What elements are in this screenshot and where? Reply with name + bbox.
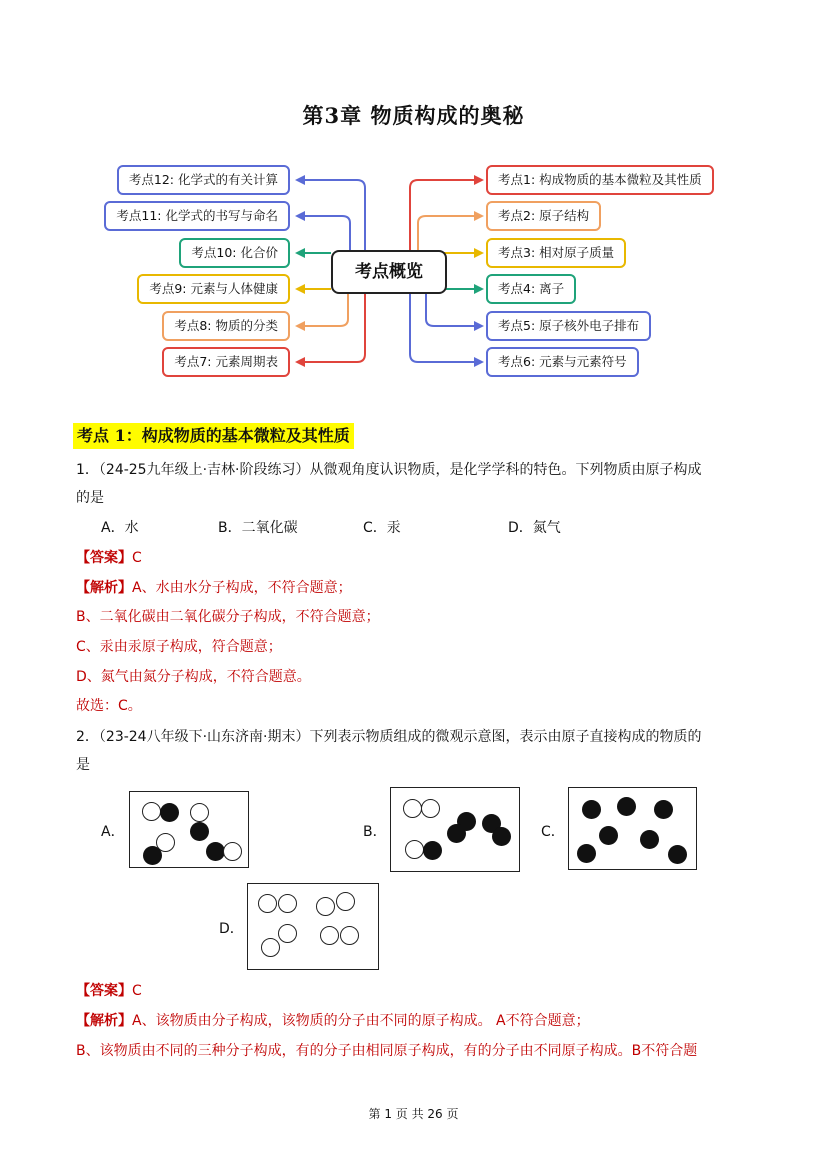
q2-analysis-b: B、该物质由不同的三种分子构成，有的分子由相同原子构成，有的分子由不同原子构成。B不符合题 [76, 1043, 698, 1059]
q1-analysis-d: D、氮气由氮分子构成，不符合题意。 [76, 669, 311, 685]
atom-white [223, 842, 242, 861]
atom-black [668, 845, 687, 864]
q2-option-b-diagram [390, 787, 520, 872]
mindmap-node-9: 考点9: 元素与人体健康 [137, 274, 290, 304]
mindmap-center: 考点概览 [331, 250, 447, 294]
atom-black [160, 803, 179, 822]
mindmap-node-4: 考点4: 离子 [486, 274, 576, 304]
atom-white [403, 799, 422, 818]
q1-answer-label: 【答案】 [76, 550, 132, 566]
atom-white [340, 926, 359, 945]
atom-white [316, 897, 335, 916]
atom-black [190, 822, 209, 841]
q2-stem-line2: 是 [76, 757, 90, 773]
atom-black [492, 827, 511, 846]
q1-stem-line1: 1．（24-25九年级上·吉林·阶段练习）从微观角度认识物质，是化学学科的特色。下列物质由原子构成 [76, 462, 702, 478]
atom-black [423, 841, 442, 860]
q1-analysis-b: B、二氧化碳由二氧化碳分子构成，不符合题意； [76, 609, 380, 625]
atom-black [577, 844, 596, 863]
q1-stem-line2: 的是 [76, 490, 104, 506]
q2-option-a-label: A． [101, 824, 125, 840]
mindmap-node-6: 考点6: 元素与元素符号 [486, 347, 639, 377]
q2-option-b-label: B． [363, 824, 387, 840]
q1-analysis-line1 [76, 578, 352, 598]
q2-option-c-diagram [568, 787, 697, 870]
atom-black [617, 797, 636, 816]
mindmap [0, 155, 827, 385]
q2-answer [76, 981, 142, 1001]
q1-answer-value: C [132, 550, 142, 566]
q2-option-c-label: C． [541, 824, 565, 840]
q2-option-a-diagram [129, 791, 249, 868]
q1-option-c: C．汞 [363, 520, 401, 536]
q2-analysis-line1 [76, 1011, 590, 1031]
mindmap-node-1: 考点1: 构成物质的基本微粒及其性质 [486, 165, 714, 195]
atom-white [421, 799, 440, 818]
q1-analysis-label: 【解析】 [76, 580, 132, 596]
atom-white [336, 892, 355, 911]
q1-option-d: D．氮气 [508, 520, 561, 536]
mindmap-node-12: 考点12: 化学式的有关计算 [117, 165, 290, 195]
mindmap-node-8: 考点8: 物质的分类 [162, 311, 290, 341]
q2-answer-value: C [132, 983, 142, 999]
atom-black [582, 800, 601, 819]
atom-white [320, 926, 339, 945]
atom-white [258, 894, 277, 913]
atom-black [599, 826, 618, 845]
mindmap-node-7: 考点7: 元素周期表 [162, 347, 290, 377]
q2-analysis-label: 【解析】 [76, 1013, 132, 1029]
q2-stem-line1: 2．（23-24八年级下·山东济南·期末）下列表示物质组成的微观示意图，表示由原子直接构成的物质的 [76, 729, 702, 745]
page-footer: 第 1 页 共 26 页 [368, 1107, 459, 1121]
q2-option-d-diagram [247, 883, 379, 970]
atom-black [640, 830, 659, 849]
atom-white [278, 894, 297, 913]
atom-black [447, 824, 466, 843]
q1-analysis-a: A、水由水分子构成，不符合题意； [132, 580, 352, 596]
atom-black [143, 846, 162, 865]
mindmap-node-11: 考点11: 化学式的书写与命名 [104, 201, 290, 231]
mindmap-node-5: 考点5: 原子核外电子排布 [486, 311, 651, 341]
atom-white [278, 924, 297, 943]
q1-option-a: A．水 [101, 520, 139, 536]
q1-analysis-c: C、汞由汞原子构成，符合题意； [76, 639, 282, 655]
mindmap-node-2: 考点2: 原子结构 [486, 201, 601, 231]
q2-analysis-a: A、该物质由分子构成，该物质的分子由不同的原子构成。 A不符合题意； [132, 1013, 590, 1029]
atom-white [261, 938, 280, 957]
atom-white [142, 802, 161, 821]
q1-option-b: B．二氧化碳 [218, 520, 298, 536]
q1-answer [76, 548, 142, 568]
atom-white [190, 803, 209, 822]
q2-option-d-label: D． [219, 921, 244, 937]
page-title: 第3章 物质构成的奥秘 [302, 103, 525, 128]
section-heading: 考点 1：构成物质的基本微粒及其性质 [73, 423, 354, 449]
q1-conclusion: 故选：C。 [76, 698, 142, 714]
atom-white [405, 840, 424, 859]
mindmap-node-10: 考点10: 化合价 [179, 238, 290, 268]
mindmap-node-3: 考点3: 相对原子质量 [486, 238, 626, 268]
q2-answer-label: 【答案】 [76, 983, 132, 999]
atom-black [654, 800, 673, 819]
